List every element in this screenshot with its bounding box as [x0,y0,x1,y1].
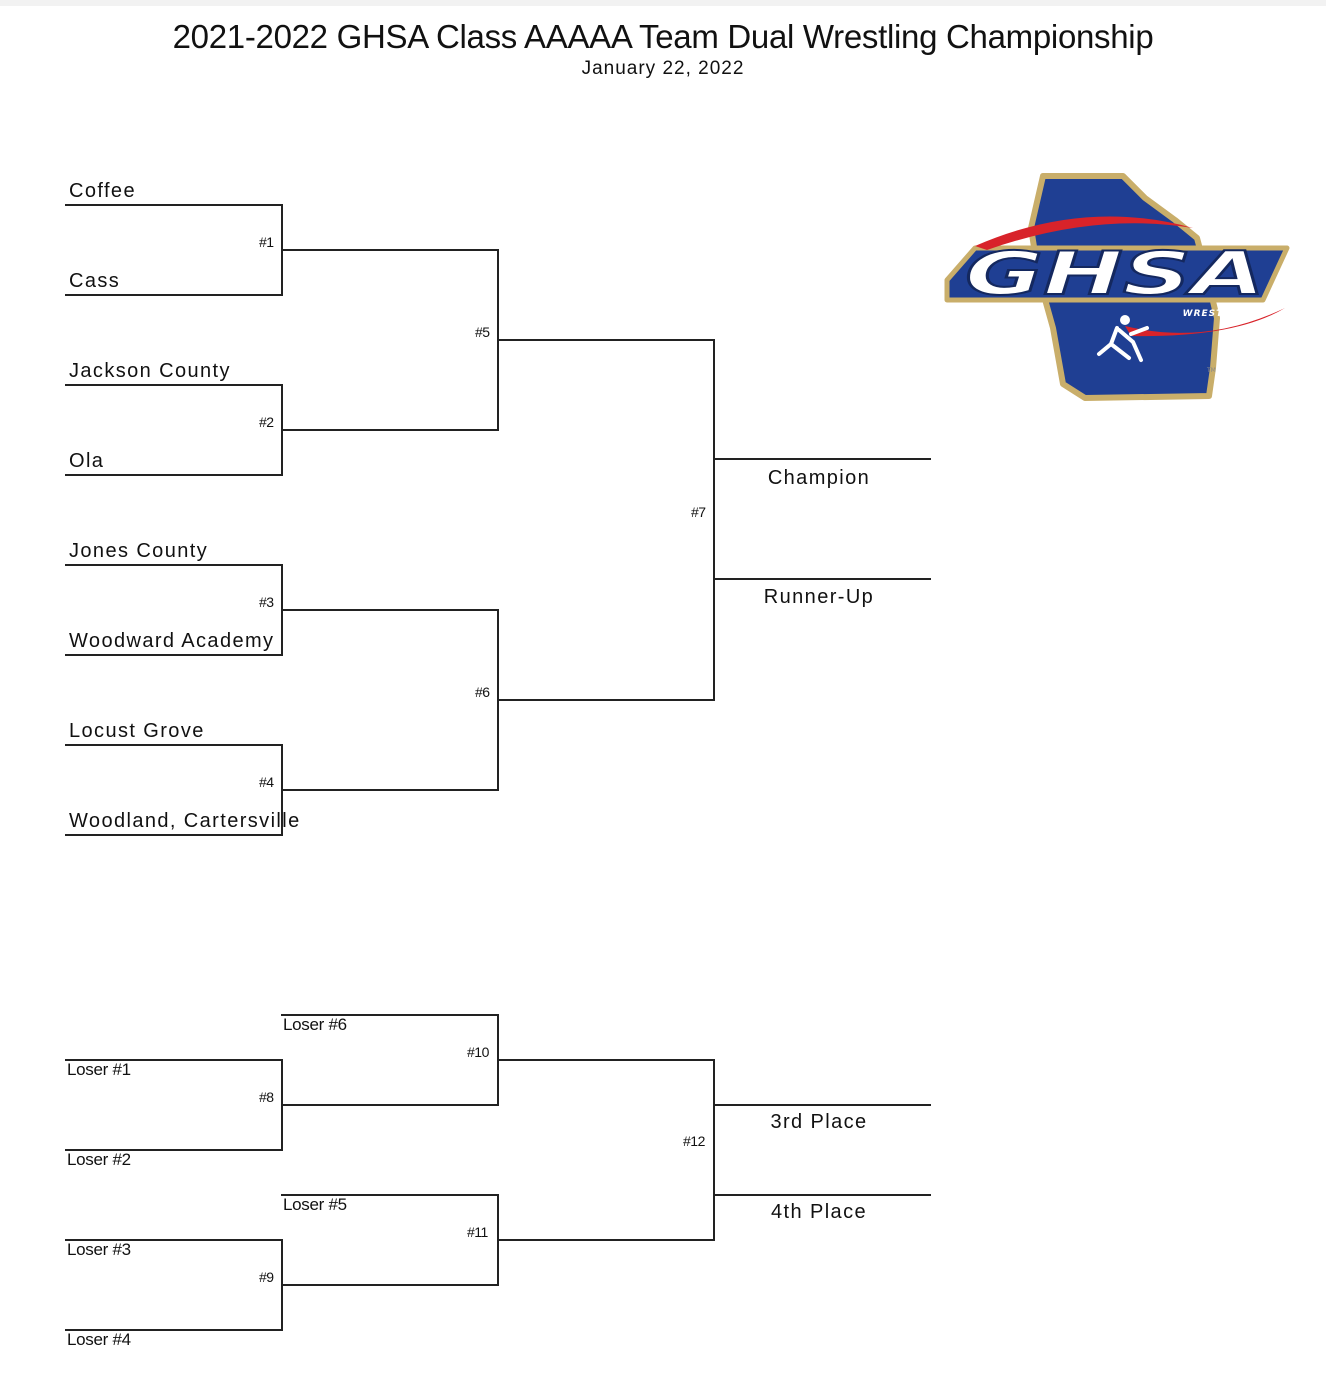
bracket-line-winner-4 [281,789,499,791]
third-place-label: 3rd Place [770,1111,868,1133]
bout-number-3: #3 [259,594,274,610]
team-cass: Cass [69,270,121,292]
bracket-connector-12 [713,1059,715,1241]
entry-loser-3: Loser #3 [67,1240,131,1259]
bracket-line-locust-grove [65,744,283,746]
bracket-line-winner-2 [281,429,499,431]
bracket-line-winner-8 [281,1104,499,1106]
bout-number-4: #4 [259,774,274,790]
bout-number-12: #12 [683,1133,705,1149]
bout-number-8: #8 [259,1089,274,1105]
bracket-line-ola [65,474,283,476]
bout-number-7: #7 [691,504,706,520]
ghsa-wrestling-logo [935,168,1305,408]
logo-subtext: WRESTLING [1182,309,1252,319]
top-edge [0,0,1326,6]
champion-label: Champion [767,467,871,489]
entry-loser-4: Loser #4 [67,1330,131,1349]
bout-number-6: #6 [475,684,490,700]
bout-number-10: #10 [467,1044,489,1060]
runner-up-line [713,578,931,580]
bracket-line-winner-9 [281,1284,499,1286]
bout-number-5: #5 [475,324,490,340]
bracket-line-winner-11 [497,1239,715,1241]
bracket-line-woodward-academy [65,654,283,656]
team-woodland-cartersville: Woodland, Cartersville [69,810,301,832]
bout-number-1: #1 [259,234,274,250]
bracket-line-coffee [65,204,283,206]
bracket-line-winner-6 [497,699,715,701]
team-ola: Ola [69,450,105,472]
bracket-line-winner-10 [497,1059,715,1061]
logo-text: GHSA [965,239,1265,309]
entry-loser-6: Loser #6 [283,1015,347,1034]
trademark-mark: TM [1207,367,1216,374]
team-jones-county: Jones County [69,540,209,562]
team-jackson-county: Jackson County [69,360,231,382]
bracket-line-winner-5 [497,339,715,341]
bracket-line-winner-1 [281,249,499,251]
runner-up-label: Runner-Up [763,586,875,608]
team-locust-grove: Locust Grove [69,720,205,742]
team-woodward-academy: Woodward Academy [69,630,275,652]
bout-number-11: #11 [467,1224,488,1240]
fourth-place-label: 4th Place [771,1201,867,1223]
bracket-line-jones-county [65,564,283,566]
third-place-line [713,1104,931,1106]
bracket-line-cass [65,294,283,296]
bracket-line-winner-3 [281,609,499,611]
entry-loser-1: Loser #1 [67,1060,131,1079]
event-date: January 22, 2022 [581,58,745,79]
entry-loser-2: Loser #2 [67,1150,131,1169]
bout-number-2: #2 [259,414,274,430]
entry-loser-5: Loser #5 [283,1195,347,1214]
bracket-line-woodland [65,834,283,836]
bracket-line-jackson-county [65,384,283,386]
page-title: 2021-2022 GHSA Class AAAAA Team Dual Wrestling Championship [172,18,1154,55]
fourth-place-line [713,1194,931,1196]
bout-number-9: #9 [259,1269,274,1285]
champion-line [713,458,931,460]
bracket-connector-7 [713,339,715,701]
team-coffee: Coffee [69,180,136,202]
